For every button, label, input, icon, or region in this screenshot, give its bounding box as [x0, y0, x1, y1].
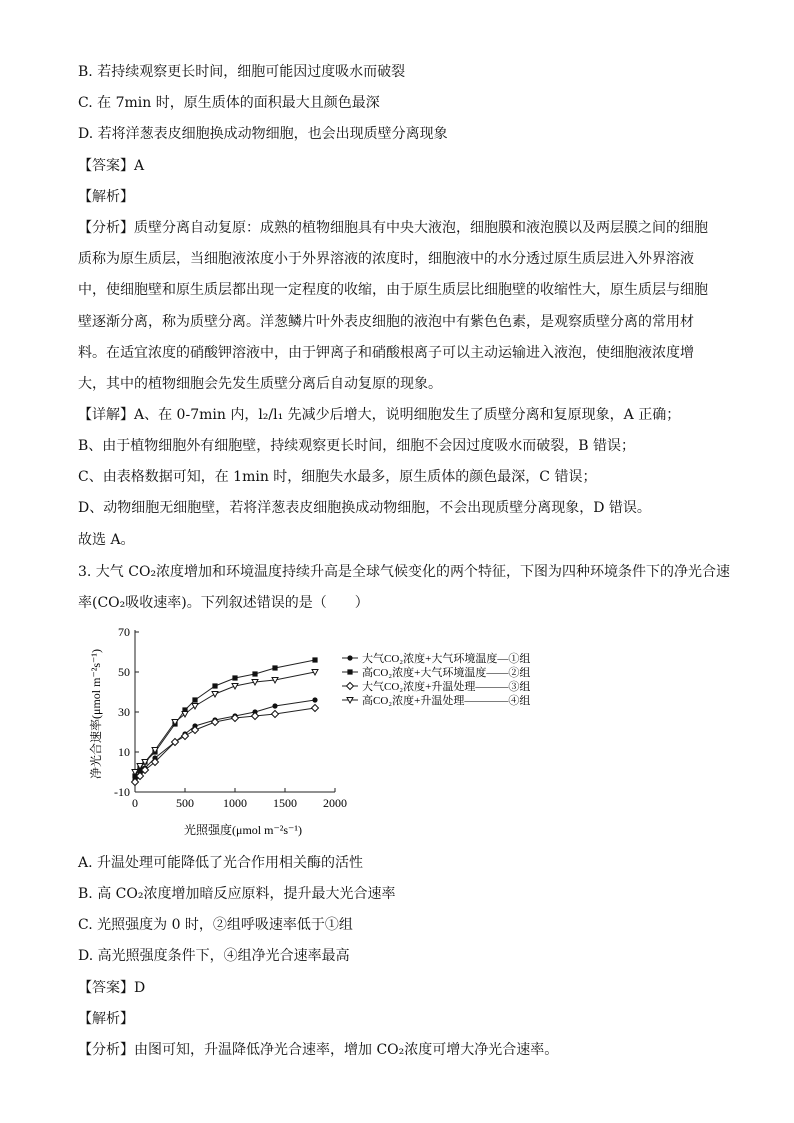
legend-marker [347, 669, 352, 674]
y-tick-label: 10 [118, 745, 130, 759]
x-axis-label: 光照强度(μmol m⁻²s⁻¹) [184, 823, 302, 837]
data-point [272, 711, 279, 718]
data-point [212, 692, 218, 698]
conclusion: 故选 A。 [78, 532, 135, 548]
data-point [312, 697, 317, 702]
y-axis-label: 净光合速率(μmol m⁻²s⁻¹) [89, 649, 103, 779]
option-b: B. 若持续观察更长时间，细胞可能因过度吸水而破裂 [78, 64, 406, 80]
analysis-line: 料。在适宜浓度的硝酸钾溶液中，由于钾离子和硝酸根离子可以主动运输进入液泡，使细胞液浓度增 [78, 345, 694, 361]
analysis-line: 【分析】由图可知，升温降低净光合速率，增加 CO₂浓度可增大净光合速率。 [78, 1042, 559, 1058]
analysis-line: 中，使细胞壁和原生质层都出现一定程度的收缩，由于原生质层比细胞壁的收缩性大，原生质层与细胞 [78, 282, 708, 298]
y-tick-label: -10 [114, 785, 130, 799]
x-tick-label: 1000 [223, 796, 247, 810]
analysis-label: 【解析】 [78, 1011, 134, 1027]
chart-legend [342, 651, 530, 707]
series-line-3 [135, 708, 315, 782]
data-point [212, 683, 217, 688]
question-3-stem: 3. 大气 CO₂浓度增加和环境温度持续升高是全球气候变化的两个特征，下图为四种环境条件下的净光合速 [78, 564, 731, 580]
x-tick-label: 0 [132, 796, 138, 810]
data-point [272, 665, 277, 670]
data-point [312, 705, 319, 712]
legend-label: 高CO₂浓度+升温处理————④组 [362, 695, 531, 707]
option-c: C. 光照强度为 0 时，②组呼吸速率低于①组 [78, 917, 353, 933]
y-tick-label: 70 [118, 625, 130, 639]
chart-ticks [114, 625, 347, 810]
legend-label: 大气CO₂浓度+升温处理———③组 [362, 681, 531, 693]
analysis-label: 【解析】 [78, 189, 134, 205]
data-point [192, 697, 197, 702]
photosynthesis-chart [80, 620, 560, 840]
analysis-line: 壁逐渐分离，称为质壁分离。洋葱鳞片叶外表皮细胞的液泡中有紫色色素，是观察质壁分离的常用材 [78, 314, 694, 330]
detail-line: D、动物细胞无细胞壁，若将洋葱表皮细胞换成动物细胞，不会出现质壁分离现象，D 错误。 [78, 500, 651, 516]
data-point [232, 675, 237, 680]
analysis-line: 【分析】质壁分离自动复原：成熟的植物细胞具有中央大液泡，细胞膜和液泡膜以及两层膜之间的细胞 [78, 220, 708, 236]
legend-label: 大气CO₂浓度+大气环境温度—①组 [362, 653, 531, 665]
option-d: D. 若将洋葱表皮细胞换成动物细胞，也会出现质壁分离现象 [78, 126, 448, 142]
legend-marker [347, 683, 354, 690]
chart-series [132, 657, 319, 785]
chart-axes [135, 630, 335, 792]
question-3-stem: 率(CO₂吸收速率)。下列叙述错误的是（ ） [78, 595, 369, 611]
answer-label: 【答案】A [78, 158, 145, 174]
analysis-line: 质称为原生质层，当细胞液浓度小于外界溶液的浓度时，细胞液中的水分透过原生质层进入外界溶液 [78, 251, 694, 267]
data-point [312, 657, 317, 662]
x-tick-label: 1500 [273, 796, 297, 810]
option-c: C. 在 7min 时，原生质体的面积最大且颜色最深 [78, 95, 380, 111]
series-line-4 [135, 672, 315, 772]
detail-line: C、由表格数据可知，在 1min 时，细胞失水最多，原生质体的颜色最深，C 错误； [78, 469, 597, 485]
analysis-line: 大，其中的植物细胞会先发生质壁分离后自动复原的现象。 [78, 376, 442, 392]
legend-marker [347, 655, 352, 660]
legend-label: 高CO₂浓度+大气环境温度——②组 [362, 667, 531, 679]
data-point [252, 713, 259, 720]
detail-line: 【详解】A、在 0-7min 内，l₂/l₁ 先减少后增大，说明细胞发生了质壁分离和复原现象，A 正确； [78, 407, 681, 423]
data-point [272, 703, 277, 708]
option-d: D. 高光照强度条件下，④组净光合速率最高 [78, 948, 350, 964]
x-tick-label: 500 [176, 796, 194, 810]
y-tick-label: 30 [118, 705, 130, 719]
data-point [252, 671, 257, 676]
y-tick-label: 50 [118, 665, 130, 679]
option-a: A. 升温处理可能降低了光合作用相关酶的活性 [78, 855, 364, 871]
data-point [232, 684, 238, 690]
x-tick-label: 2000 [323, 796, 347, 810]
answer-label: 【答案】D [78, 980, 146, 996]
option-b: B. 高 CO₂浓度增加暗反应原料，提升最大光合速率 [78, 886, 396, 902]
detail-line: B、由于植物细胞外有细胞壁，持续观察更长时间，细胞不会因过度吸水而破裂，B 错误； [78, 438, 636, 454]
